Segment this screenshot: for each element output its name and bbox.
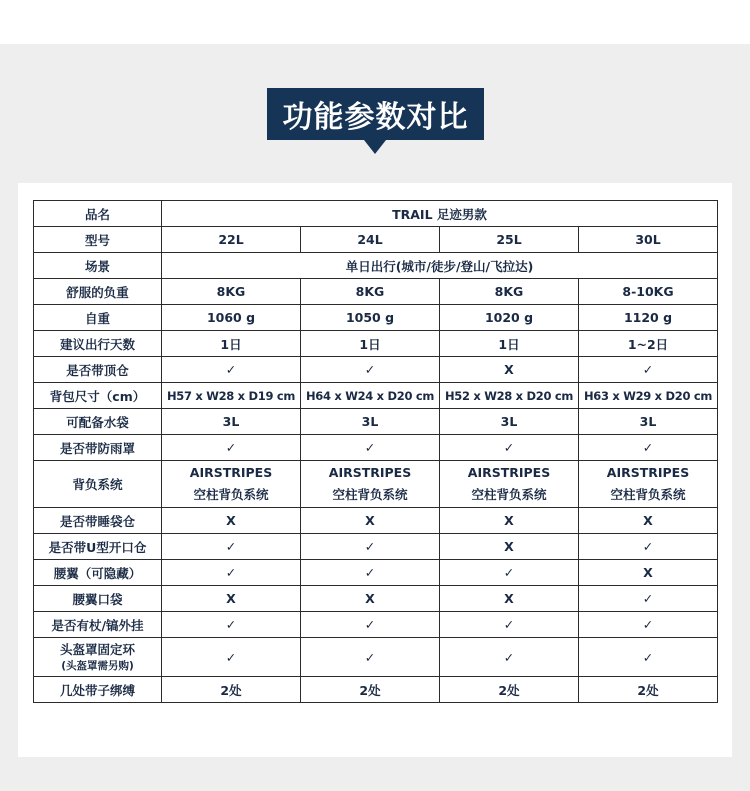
table-cell: 8KG [162,279,301,305]
helmet-label: 头盔罩固定环 [59,642,135,657]
table-row [34,253,718,279]
table-row [34,305,718,331]
page-title: 功能参数对比 [267,88,484,140]
check-cell: X [579,560,718,586]
size-cell: H57 x W28 x D19 cm [162,383,301,409]
row-label: 是否有杖/镐外挂 [34,612,162,638]
check-cell: ✓ [440,612,579,638]
table-cell: 2处 [162,677,301,703]
table-cell: 1060 g [162,305,301,331]
row-label: 自重 [34,305,162,331]
table-row [34,677,718,703]
row-label: 场景 [34,253,162,279]
table-row [34,409,718,435]
back-system-desc: 空柱背负系统 [471,487,547,502]
check-cell: X [162,586,301,612]
check-cell: ✓ [579,586,718,612]
table-cell: 8KG [440,279,579,305]
table-cell: 3L [440,409,579,435]
table-row [34,201,718,227]
table-cell: 1020 g [440,305,579,331]
table-row [34,383,718,409]
check-cell: ✓ [301,534,440,560]
back-system-desc: 空柱背负系统 [193,487,269,502]
back-system-desc: 空柱背负系统 [610,487,686,502]
back-system-cell [301,461,440,508]
table-row [34,279,718,305]
check-cell: X [301,508,440,534]
helmet-note: (头盔罩需另购) [61,660,134,672]
model-cell: 22L [162,227,301,253]
table-cell: 2处 [440,677,579,703]
table-cell: 1日 [162,331,301,357]
check-cell: X [301,586,440,612]
check-cell: ✓ [301,612,440,638]
table-row [34,586,718,612]
row-label: 几处带子绑缚 [34,677,162,703]
check-cell: ✓ [301,560,440,586]
spec-table [33,200,718,703]
table-cell: 1日 [440,331,579,357]
row-label: 可配备水袋 [34,409,162,435]
row-label: 是否带顶仓 [34,357,162,383]
check-cell: ✓ [301,638,440,677]
check-cell: ✓ [162,560,301,586]
row-label: 背负系统 [34,461,162,508]
table-cell: 8-10KG [579,279,718,305]
model-cell: 30L [579,227,718,253]
table-cell: 3L [579,409,718,435]
table-cell: 1日 [301,331,440,357]
row-label: 建议出行天数 [34,331,162,357]
back-system-name: AIRSTRIPES [189,465,273,480]
check-cell: X [440,357,579,383]
title-pointer [364,140,386,154]
back-system-name: AIRSTRIPES [467,465,551,480]
row-label: 是否带防雨罩 [34,435,162,461]
check-cell: ✓ [579,534,718,560]
table-cell: 1120 g [579,305,718,331]
back-system-name: AIRSTRIPES [328,465,412,480]
check-cell: ✓ [440,638,579,677]
table-row [34,560,718,586]
check-cell: X [440,534,579,560]
table-row [34,357,718,383]
row-label: 背包尺寸（cm） [34,383,162,409]
row-label: 舒服的负重 [34,279,162,305]
table-cell: 1~2日 [579,331,718,357]
check-cell: ✓ [440,435,579,461]
check-cell: ✓ [440,560,579,586]
row-label: 是否带U型开口仓 [34,534,162,560]
table-row [34,612,718,638]
model-cell: 25L [440,227,579,253]
check-cell: X [440,586,579,612]
table-row [34,508,718,534]
table-row [34,461,718,508]
check-cell: ✓ [301,357,440,383]
back-system-cell [579,461,718,508]
scene-value: 单日出行(城市/徒步/登山/飞拉达) [162,253,718,279]
row-label: 品名 [34,201,162,227]
size-cell: H52 x W28 x D20 cm [440,383,579,409]
back-system-cell [162,461,301,508]
table-cell: 2处 [301,677,440,703]
back-system-name: AIRSTRIPES [606,465,690,480]
check-cell: X [579,508,718,534]
row-label: 型号 [34,227,162,253]
table-row [34,227,718,253]
row-label: 是否带睡袋仓 [34,508,162,534]
check-cell: ✓ [579,435,718,461]
size-cell: H64 x W24 x D20 cm [301,383,440,409]
table-cell: 1050 g [301,305,440,331]
check-cell: ✓ [579,612,718,638]
check-cell: ✓ [301,435,440,461]
check-cell: ✓ [579,638,718,677]
row-label [34,638,162,677]
table-cell: 2处 [579,677,718,703]
table-row [34,435,718,461]
row-label: 腰翼口袋 [34,586,162,612]
back-system-desc: 空柱背负系统 [332,487,408,502]
table-cell: 3L [162,409,301,435]
check-cell: ✓ [162,435,301,461]
table-row [34,638,718,677]
check-cell: ✓ [579,357,718,383]
row-label: 腰翼（可隐藏） [34,560,162,586]
check-cell: X [162,508,301,534]
table-row [34,534,718,560]
check-cell: ✓ [162,612,301,638]
check-cell: ✓ [162,638,301,677]
table-row [34,331,718,357]
check-cell: X [440,508,579,534]
table-cell: 8KG [301,279,440,305]
check-cell: ✓ [162,357,301,383]
back-system-cell [440,461,579,508]
table-cell: 3L [301,409,440,435]
size-cell: H63 x W29 x D20 cm [579,383,718,409]
brand-value: TRAIL 足迹男款 [162,201,718,227]
model-cell: 24L [301,227,440,253]
check-cell: ✓ [162,534,301,560]
